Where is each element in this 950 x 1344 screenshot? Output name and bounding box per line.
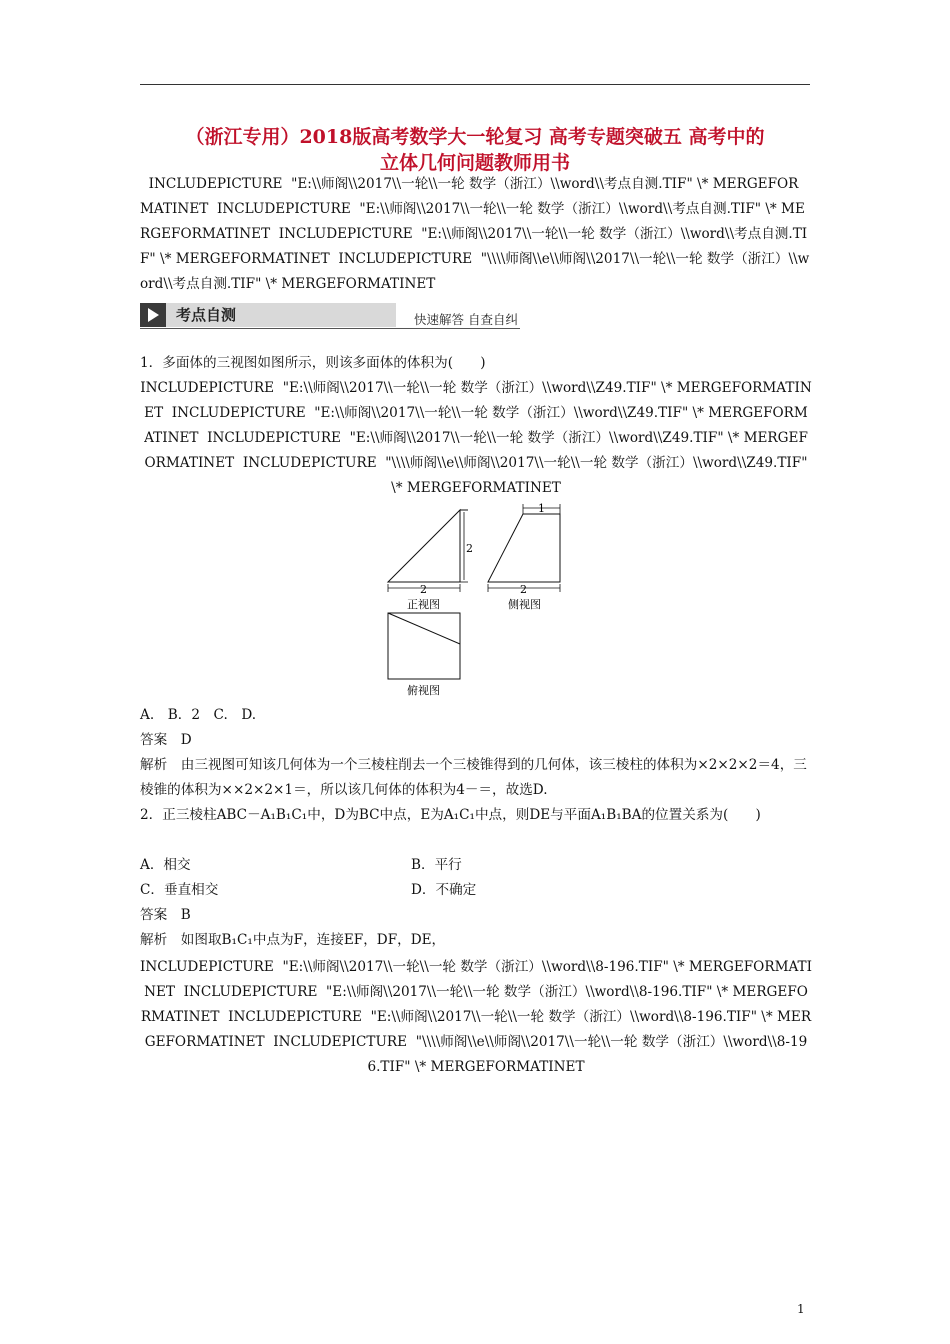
title-line-1: （浙江专用）2018版高考数学大一轮复习 高考专题突破五 高考中的 xyxy=(185,126,765,148)
play-arrow-icon xyxy=(140,303,166,327)
question-2-option-d: D．不确定 xyxy=(411,882,477,898)
section-banner xyxy=(140,302,520,330)
question-2-answer: 答案 B xyxy=(140,907,191,923)
top-view-label: 俯视图 xyxy=(407,684,440,697)
page-number: 1 xyxy=(797,1302,805,1316)
question-2-analysis: 解析 如图取B₁C₁中点为F，连接EF，DF，DE， xyxy=(140,932,446,948)
three-view-figure xyxy=(380,500,570,700)
top-view xyxy=(388,613,460,679)
banner-subtitle: 快速解答 自查自纠 xyxy=(414,312,518,327)
header-rule xyxy=(140,84,810,85)
question-1-answer: 答案 D xyxy=(140,732,192,748)
question-2-stem: 2．正三棱柱ABC－A₁B₁C₁中，D为BC中点，E为A₁C₁中点，则DE与平面A₁B₁BA的位置关系为( ) xyxy=(140,807,761,823)
question-2-option-b: B．平行 xyxy=(411,857,462,873)
front-view xyxy=(388,510,468,582)
question-1-stem: 1．多面体的三视图如图所示，则该多面体的体积为( ) xyxy=(140,355,486,371)
front-width-label: 2 xyxy=(420,583,427,596)
side-view-label: 侧视图 xyxy=(508,598,541,611)
title-line-2: 立体几何问题教师用书 xyxy=(379,152,570,174)
side-bottom-label: 2 xyxy=(520,583,527,596)
question-2-option-c: C．垂直相交 xyxy=(140,882,219,898)
question-2-option-a: A．相交 xyxy=(140,857,191,873)
question-1-options: A. B．2 C. D. xyxy=(140,707,257,723)
document-title xyxy=(140,124,810,176)
question-2-includepicture: INCLUDEPICTURE "E:\\师阁\\2017\\一轮\\一轮 数学（浙江）\\word\\8-196.TIF" \* MERGEFORMATINET INCLUDEPICTURE "E:\\师阁\\2017\\一轮\\一轮 数学（浙江）\\word\\8-196.TIF" \* MERGEFORMATINET INCLUDEPICTURE "E:\\师阁\\2017\\一轮\\一轮 数学（浙江）\\word\\8-196.TIF" \* MERGEFORMATINET INCLUDEPICTURE "\\\\师阁\\e\\师阁\\2017\\一轮\\一轮 数学（浙江）\\word\\8-196.TIF" \* MERGEFORMATINET xyxy=(140,959,812,1075)
front-height-label: 2 xyxy=(466,542,473,555)
includepicture-field-1: INCLUDEPICTURE "E:\\师阁\\2017\\一轮\\一轮 数学（浙江）\\word\\考点自测.TIF" \* MERGEFORMATINET INCLUDEPICTURE "E:\\师阁\\2017\\一轮\\一轮 数学（浙江）\\word\\考点自测.TIF" \* MERGEFORMATINET INCLUDEPICTURE "E:\\师阁\\2017\\一轮\\一轮 数学（浙江）\\word\\考点自测.TIF" \* MERGEFORMATINET INCLUDEPICTURE "\\\\师阁\\e\\师阁\\2017\\一轮\\一轮 数学（浙江）\\word\\考点自测.TIF" \* MERGEFORMATINET xyxy=(140,176,810,292)
side-top-label: 1 xyxy=(538,502,545,515)
question-1-includepicture: INCLUDEPICTURE "E:\\师阁\\2017\\一轮\\一轮 数学（浙江）\\word\\Z49.TIF" \* MERGEFORMATINET INCLUDEPICTURE "E:\\师阁\\2017\\一轮\\一轮 数学（浙江）\\word\\Z49.TIF" \* MERGEFORMATINET INCLUDEPICTURE "E:\\师阁\\2017\\一轮\\一轮 数学（浙江）\\word\\Z49.TIF" \* MERGEFORMATINET INCLUDEPICTURE "\\\\师阁\\e\\师阁\\2017\\一轮\\一轮 数学（浙江）\\word\\Z49.TIF" \* MERGEFORMATINET xyxy=(140,380,812,496)
banner-heading: 考点自测 xyxy=(176,306,237,324)
front-view-label: 正视图 xyxy=(407,598,440,611)
question-1-analysis: 解析 由三视图可知该几何体为一个三棱柱削去一个三棱锥得到的几何体，该三棱柱的体积为×2×2×2＝4，三棱锥的体积为××2×2×1＝，所以该几何体的体积为4－＝，故选D. xyxy=(140,757,807,798)
side-view xyxy=(488,514,560,582)
